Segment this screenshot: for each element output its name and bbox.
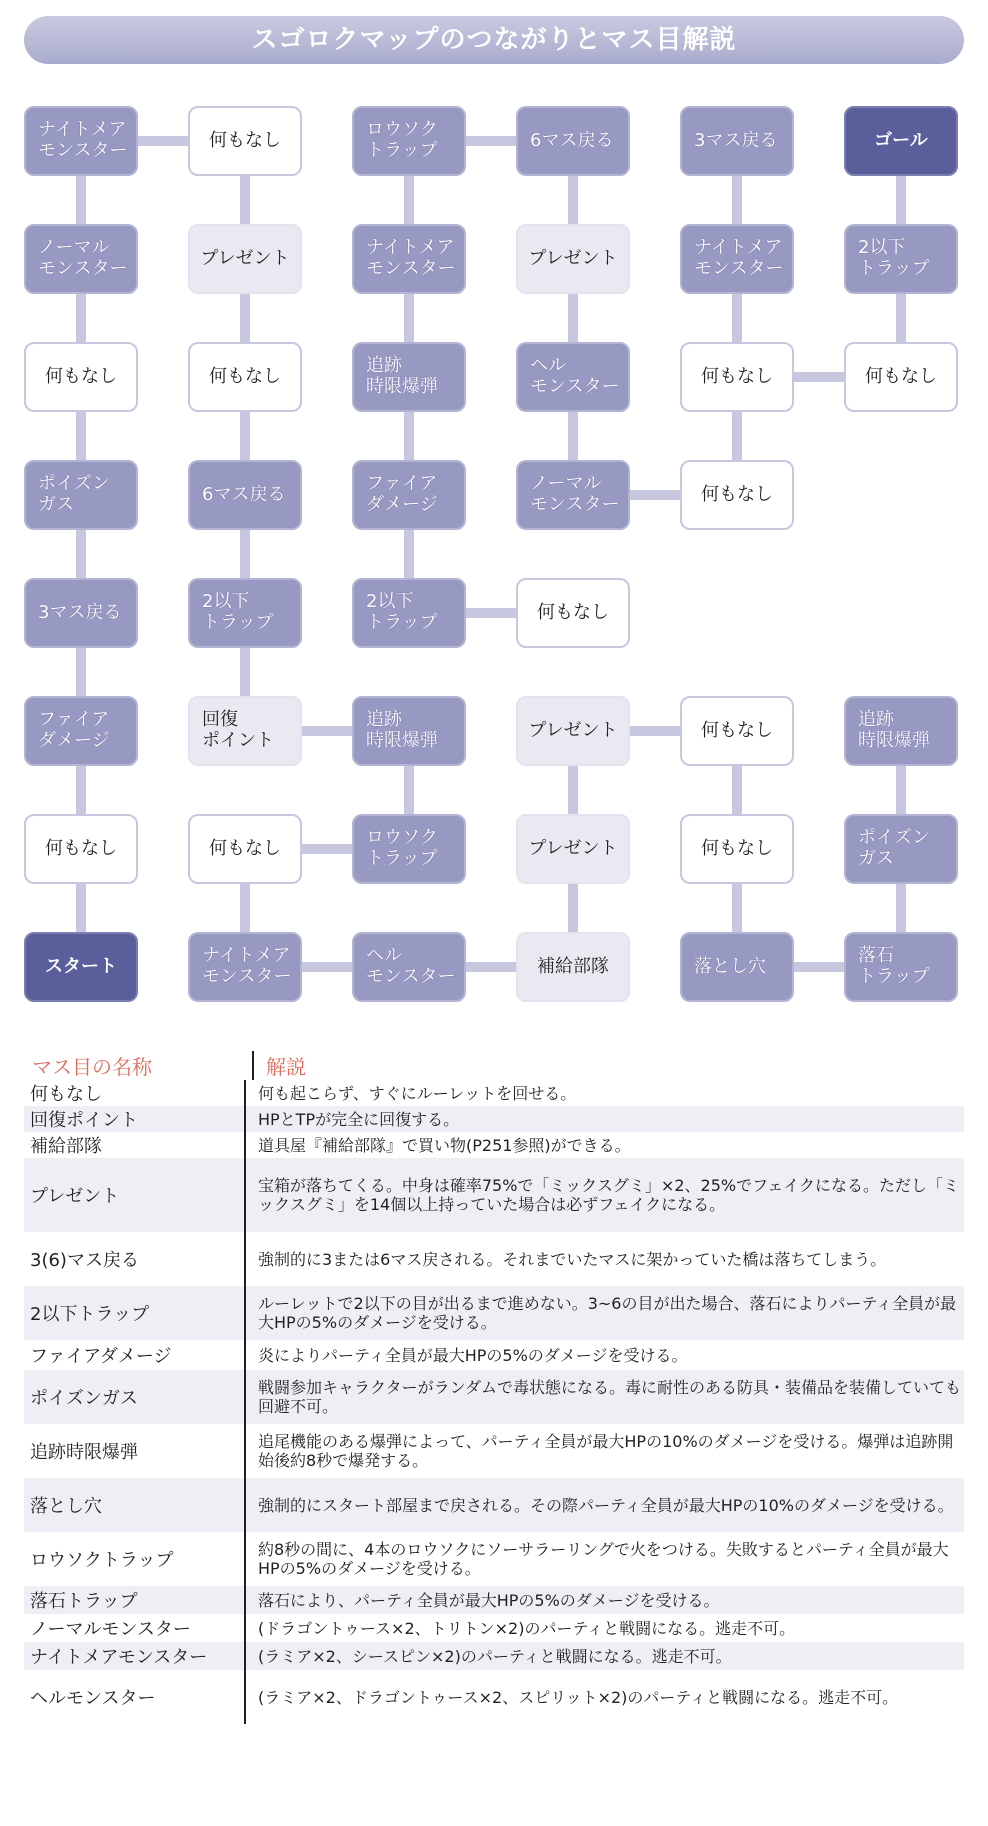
legend-name: ノーマルモンスター: [30, 1619, 191, 1640]
map-tile: 6マス戻る: [188, 460, 302, 530]
legend-desc: (ラミア×2、シースピン×2)のパーティと戦闘になる。逃走不可。: [244, 1642, 964, 1670]
legend-row: [24, 1080, 964, 1106]
legend-header-desc: 解説: [252, 1051, 306, 1080]
legend-desc: 戦闘参加キャラクターがランダムで毒状態になる。毒に耐性のある防具・装備品を装備していても回避不可。: [244, 1370, 964, 1424]
map-tile: ファイア ダメージ: [24, 696, 138, 766]
map-tile: 何もなし: [680, 696, 794, 766]
map-tile: 何もなし: [188, 814, 302, 884]
map-tile: ロウソク トラップ: [352, 814, 466, 884]
legend-desc: 強制的に3または6マス戻される。それまでいたマスに架かっていた橋は落ちてしまう。: [244, 1232, 964, 1286]
map-tile: 追跡 時限爆弾: [352, 696, 466, 766]
map-tile: プレゼント: [188, 224, 302, 294]
legend-name: ポイズンガス: [30, 1388, 138, 1409]
legend-name: 2以下トラップ: [30, 1304, 150, 1325]
legend-name: 追跡時限爆弾: [30, 1442, 138, 1463]
map-tile: ノーマル モンスター: [24, 224, 138, 294]
map-tile: 追跡 時限爆弾: [844, 696, 958, 766]
legend-desc: HPとTPが完全に回復する。: [244, 1106, 964, 1132]
legend-desc: 約8秒の間に、4本のロウソクにソーサラーリングで火をつける。失敗するとパーティ全員が最大HPの5%のダメージを受ける。: [244, 1532, 964, 1586]
map-tile: 何もなし: [844, 342, 958, 412]
map-tile: ナイトメア モンスター: [680, 224, 794, 294]
legend-row: [24, 1340, 964, 1370]
map-tile: ノーマル モンスター: [516, 460, 630, 530]
map-tile: プレゼント: [516, 696, 630, 766]
map-tile: ロウソク トラップ: [352, 106, 466, 176]
legend-desc: ルーレットで2以下の目が出るまで進めない。3~6の目が出た場合、落石によりパーティ全員が最大HPの5%のダメージを受ける。: [244, 1286, 964, 1340]
goal-tile: ゴール: [844, 106, 958, 176]
map-tile: 何もなし: [24, 814, 138, 884]
map-tile: 6マス戻る: [516, 106, 630, 176]
legend-name: 落とし穴: [30, 1496, 102, 1517]
legend-header: [24, 1050, 964, 1080]
map-tile: 何もなし: [680, 814, 794, 884]
legend-name: プレゼント: [30, 1186, 120, 1207]
map-tile: 何もなし: [24, 342, 138, 412]
map-tile: 何もなし: [680, 460, 794, 530]
map-tile: プレゼント: [516, 814, 630, 884]
legend-row: [24, 1106, 964, 1132]
map-tile: ヘル モンスター: [352, 932, 466, 1002]
legend-row: [24, 1232, 964, 1286]
map-tile: 何もなし: [680, 342, 794, 412]
map-tile: ポイズン ガス: [24, 460, 138, 530]
legend-row: [24, 1158, 964, 1232]
legend-name: 補給部隊: [30, 1136, 102, 1157]
legend-table: [24, 1050, 964, 1724]
legend-row: [24, 1532, 964, 1586]
legend-desc: 炎によりパーティ全員が最大HPの5%のダメージを受ける。: [244, 1340, 964, 1370]
legend-row: [24, 1478, 964, 1532]
legend-name: 落石トラップ: [30, 1591, 138, 1612]
legend-row: [24, 1424, 964, 1478]
legend-row: [24, 1670, 964, 1724]
map-tile: ファイア ダメージ: [352, 460, 466, 530]
start-tile: スタート: [24, 932, 138, 1002]
legend-desc: 強制的にスタート部屋まで戻される。その際パーティ全員が最大HPの10%のダメージを受ける。: [244, 1478, 964, 1532]
map-tile: 何もなし: [188, 106, 302, 176]
map-tile: 何もなし: [516, 578, 630, 648]
map-tile: 2以下 トラップ: [352, 578, 466, 648]
legend-desc: 何も起こらず、すぐにルーレットを回せる。: [244, 1080, 964, 1106]
sugoroku-map: [0, 90, 988, 1030]
map-connections: [0, 90, 988, 1030]
legend-row: [24, 1132, 964, 1158]
legend-row: [24, 1586, 964, 1614]
map-tile: ナイトメア モンスター: [352, 224, 466, 294]
legend-header-name: マス目の名称: [32, 1055, 152, 1079]
map-tile: ポイズン ガス: [844, 814, 958, 884]
map-tile: ナイトメア モンスター: [188, 932, 302, 1002]
legend-row: [24, 1614, 964, 1642]
map-tile: 2以下 トラップ: [188, 578, 302, 648]
legend-name: 回復ポイント: [30, 1110, 138, 1131]
map-tile: 追跡 時限爆弾: [352, 342, 466, 412]
map-tile: 落石 トラップ: [844, 932, 958, 1002]
legend-desc: 追尾機能のある爆弾によって、パーティ全員が最大HPの10%のダメージを受ける。爆弾は追跡開始後約8秒で爆発する。: [244, 1424, 964, 1478]
map-tile: 落とし穴: [680, 932, 794, 1002]
map-tile: 3マス戻る: [24, 578, 138, 648]
legend-desc: 宝箱が落ちてくる。中身は確率75%で「ミックスグミ」×2、25%でフェイクになる。ただし「ミックスグミ」を14個以上持っていた場合は必ずフェイクになる。: [244, 1158, 964, 1232]
map-tile: 補給部隊: [516, 932, 630, 1002]
legend-desc: (ドラゴントゥース×2、トリトン×2)のパーティと戦闘になる。逃走不可。: [244, 1614, 964, 1642]
legend-row: [24, 1286, 964, 1340]
legend-desc: 道具屋『補給部隊』で買い物(P251参照)ができる。: [244, 1132, 964, 1158]
legend-row: [24, 1642, 964, 1670]
legend-name: 3(6)マス戻る: [30, 1250, 139, 1271]
legend-name: ヘルモンスター: [30, 1688, 156, 1709]
map-tile: ナイトメア モンスター: [24, 106, 138, 176]
legend-desc: (ラミア×2、ドラゴントゥース×2、スピリット×2)のパーティと戦闘になる。逃走不可。: [244, 1670, 964, 1724]
map-tile: ヘル モンスター: [516, 342, 630, 412]
legend-desc: 落石により、パーティ全員が最大HPの5%のダメージを受ける。: [244, 1586, 964, 1614]
page-title: スゴロクマップのつながりとマス目解説: [24, 16, 964, 64]
legend-name: ナイトメアモンスター: [30, 1647, 208, 1668]
map-tile: 2以下 トラップ: [844, 224, 958, 294]
legend-row: [24, 1370, 964, 1424]
map-tile: 3マス戻る: [680, 106, 794, 176]
map-tile: 回復 ポイント: [188, 696, 302, 766]
map-tile: プレゼント: [516, 224, 630, 294]
legend-name: ファイアダメージ: [30, 1346, 172, 1367]
map-tile: 何もなし: [188, 342, 302, 412]
legend-name: ロウソクトラップ: [30, 1550, 174, 1571]
legend-name: 何もなし: [30, 1084, 102, 1105]
